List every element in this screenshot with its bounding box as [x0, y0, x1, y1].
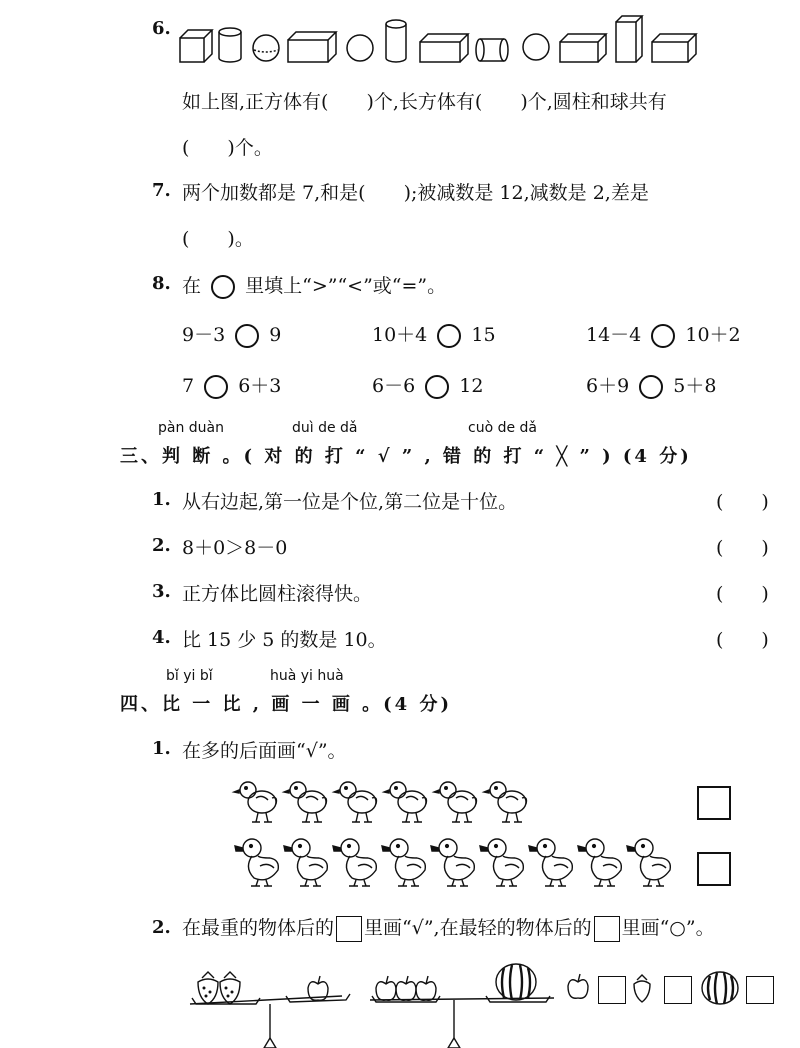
s4-q2-text-a: 在最重的物体后的 — [182, 917, 335, 939]
s4-q2-text — [182, 913, 715, 942]
ducks-answer-box[interactable] — [697, 852, 731, 886]
compare-right: 15 — [471, 324, 496, 346]
cuboid-shape-4 — [616, 16, 642, 62]
circle-blank-icon — [211, 275, 235, 299]
compare-left: 6＋9 — [586, 375, 630, 397]
watermelon-answer-box[interactable] — [746, 976, 774, 1004]
compare-item-6 — [586, 371, 716, 399]
s4-q1-number: 1. — [152, 738, 171, 759]
cylinder-shape-1 — [219, 28, 241, 62]
watermelon-icon — [702, 972, 738, 1004]
sphere-shape-3 — [523, 34, 549, 60]
balance-scale-1 — [190, 994, 350, 1048]
compare-item-4 — [182, 371, 281, 399]
duck-icon — [284, 839, 327, 886]
judge-3-answer-box[interactable]: ( ) — [716, 583, 769, 605]
chick-icon — [234, 782, 277, 822]
balance-scales-illustration — [186, 960, 786, 1048]
q6-line2: ( )个。 — [182, 137, 273, 159]
q7-number: 7. — [152, 180, 171, 201]
apple-icon — [416, 976, 436, 1000]
compare-item-1 — [182, 320, 281, 348]
sphere-shape-2 — [347, 35, 373, 61]
judge-2-number: 2. — [152, 535, 171, 556]
compare-item-3 — [586, 320, 741, 348]
section4-title: 四、比 一 比 , 画 一 画 。(4 分) — [120, 694, 452, 715]
cuboid-shape-3 — [560, 34, 606, 62]
square-blank-icon — [594, 916, 620, 942]
balance-scale-2 — [370, 996, 554, 1048]
compare-item-5 — [372, 371, 483, 399]
q8-number: 8. — [152, 273, 171, 294]
compare-left: 9－3 — [182, 324, 226, 346]
compare-circle-input[interactable] — [235, 324, 259, 348]
chick-icon — [484, 782, 527, 822]
strawberry-icon — [634, 975, 650, 1002]
judge-1-answer-box[interactable]: ( ) — [716, 491, 769, 513]
judge-3-text: 正方体比圆柱滚得快。 — [182, 583, 373, 605]
q8-instruction — [182, 271, 446, 299]
compare-right: 12 — [459, 375, 484, 397]
section3-pinyin-3: cuò de dǎ — [468, 420, 538, 436]
strawberry-icon — [220, 972, 240, 1004]
compare-right: 6＋3 — [238, 375, 282, 397]
section4-pinyin-2: huà yi huà — [270, 668, 344, 684]
duck-icon — [578, 839, 621, 886]
duck-icon — [431, 839, 474, 886]
cylinder-shape-3 — [476, 39, 508, 61]
section3-title: 三、判 断 。( 对 的 打 “ √ ” , 错 的 打 “ ╳ ” ) (4 分) — [120, 446, 692, 467]
cylinder-shape-2 — [386, 20, 406, 62]
duck-icon — [382, 839, 425, 886]
strawberry-answer-box[interactable] — [664, 976, 692, 1004]
judge-4-number: 4. — [152, 627, 171, 648]
section3-pinyin-1: pàn duàn — [158, 420, 225, 436]
strawberry-icon — [198, 972, 218, 1004]
cuboid-shape-5 — [652, 34, 696, 62]
compare-circle-input[interactable] — [651, 324, 675, 348]
duck-icon — [529, 839, 572, 886]
cuboid-shape-2 — [420, 34, 468, 62]
chicks-row-illustration — [232, 776, 532, 826]
q6-line1: 如上图,正方体有( )个,长方体有( )个,圆柱和球共有 — [182, 91, 667, 113]
apple-answer-box[interactable] — [598, 976, 626, 1004]
judge-4-text: 比 15 少 5 的数是 10。 — [182, 629, 387, 651]
shapes-row-illustration — [178, 14, 698, 64]
cube-shape-1 — [180, 30, 212, 62]
q8-prefix: 在 — [182, 275, 202, 297]
s4-q2-text-c: 里画“○”。 — [621, 917, 715, 939]
compare-circle-input[interactable] — [204, 375, 228, 399]
chick-icon — [384, 782, 427, 822]
section4-pinyin-1: bǐ yi bǐ — [166, 668, 213, 684]
cuboid-shape-1 — [288, 32, 336, 62]
judge-2-answer-box[interactable]: ( ) — [716, 537, 769, 559]
square-blank-icon — [336, 916, 362, 942]
sphere-shape-1 — [253, 35, 279, 61]
compare-left: 14－4 — [586, 324, 642, 346]
q7-line1: 两个加数都是 7,和是( );被减数是 12,减数是 2,差是 — [182, 182, 649, 204]
compare-left: 6－6 — [372, 375, 416, 397]
duck-icon — [235, 839, 278, 886]
chick-icon — [334, 782, 377, 822]
apple-icon — [376, 976, 396, 1000]
compare-item-2 — [372, 320, 496, 348]
judge-2-text: 8＋0＞8－0 — [182, 537, 288, 559]
judge-3-number: 3. — [152, 581, 171, 602]
q6-number: 6. — [152, 18, 171, 39]
duck-icon — [627, 839, 670, 886]
judge-1-text: 从右边起,第一位是个位,第二位是十位。 — [182, 491, 518, 513]
section3-pinyin-2: duì de dǎ — [292, 420, 358, 436]
duck-icon — [333, 839, 376, 886]
compare-circle-input[interactable] — [425, 375, 449, 399]
compare-right: 10＋2 — [685, 324, 741, 346]
watermelon-icon — [496, 964, 536, 1000]
s4-q2-number: 2. — [152, 917, 171, 938]
judge-1-number: 1. — [152, 489, 171, 510]
apple-icon — [568, 974, 588, 998]
ducks-row-illustration — [232, 834, 682, 890]
q8-suffix: 里填上“>”“<”或“=”。 — [245, 275, 447, 297]
compare-left: 7 — [182, 375, 195, 397]
compare-circle-input[interactable] — [639, 375, 663, 399]
s4-q2-text-b: 里画“√”,在最轻的物体后的 — [364, 917, 592, 939]
duck-icon — [480, 839, 523, 886]
apple-icon — [396, 976, 416, 1000]
chick-icon — [434, 782, 477, 822]
chick-icon — [284, 782, 327, 822]
chicks-answer-box[interactable] — [697, 786, 731, 820]
compare-right: 5＋8 — [673, 375, 717, 397]
compare-circle-input[interactable] — [437, 324, 461, 348]
compare-left: 10＋4 — [372, 324, 428, 346]
compare-right: 9 — [269, 324, 282, 346]
judge-4-answer-box[interactable]: ( ) — [716, 629, 769, 651]
q7-line2: ( )。 — [182, 228, 254, 250]
s4-q1-text: 在多的后面画“√”。 — [182, 740, 347, 762]
